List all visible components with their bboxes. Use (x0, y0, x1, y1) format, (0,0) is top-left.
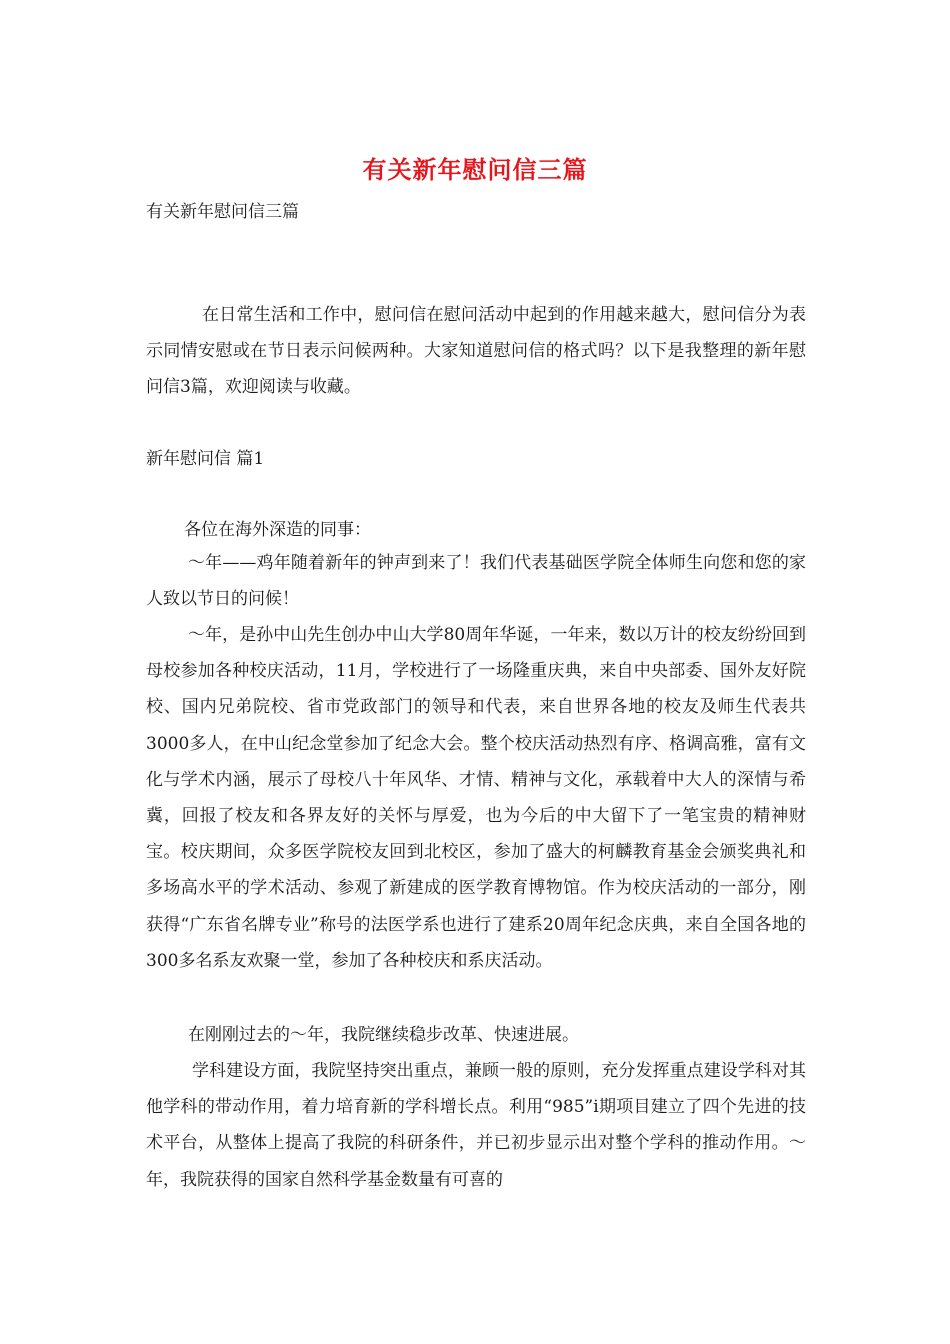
body-paragraph: ～年，是孙中山先生创办中山大学80周年华诞，一年来，数以万计的校友纷纷回到母校参加各种校庆活动，11月，学校进行了一场隆重庆典，来自中央部委、国外友好院校、国内兄弟院校、省市党政部门的领导和代表，来自世界各地的校友及师生代表共3000多人，在中山纪念堂参加了纪念大会。整个校庆活动热烈有序、格调高雅，富有文化与学术内涵，展示了母校八十年风华、才情、精神与文化，承载着中大人的深情与希冀，回报了校友和各界友好的关怀与厚爱，也为今后的中大留下了一笔宝贵的精神财宝。校庆期间，众多医学院校友回到北校区，参加了盛大的柯麟教育基金会颁奖典礼和多场高水平的学术活动、参观了新建成的医学教育博物馆。作为校庆活动的一部分，刚获得“广东省名牌专业”称号的法医学系也进行了建系20周年纪念庆典，来自全国各地的300多名系友欢聚一堂，参加了各种校庆和系庆活动。 (146, 625, 806, 971)
section-heading: 新年慰问信 篇1 (146, 449, 265, 469)
letter-salutation: 各位在海外深造的同事： (184, 520, 371, 540)
body-paragraph: ～年——鸡年随着新年的钟声到来了！我们代表基础医学院全体师生向您和您的家人致以节日的问候！ (146, 553, 806, 610)
intro-paragraph: 在日常生活和工作中，慰问信在慰问活动中起到的作用越来越大，慰问信分为表示同情安慰或在节日表示问候两种。大家知道慰问信的格式吗？以下是我整理的新年慰问信3篇，欢迎阅读与收藏。 (146, 305, 806, 398)
body-paragraph: 学科建设方面，我院坚持突出重点，兼顾一般的原则，充分发挥重点建设学科对其他学科的带动作用，着力培育新的学科增长点。利用“985”i期项目建立了四个先进的技术平台，从整体上提高了我院的科研条件，并已初步显示出对整个学科的推动作用。～年，我院获得的国家自然科学基金数量有可喜的 (146, 1061, 806, 1190)
body-paragraph: 在刚刚过去的～年，我院继续稳步改革、快速进展。 (188, 1025, 579, 1045)
document-subtitle: 有关新年慰问信三篇 (146, 202, 299, 222)
document-title: 有关新年慰问信三篇 (362, 155, 588, 184)
